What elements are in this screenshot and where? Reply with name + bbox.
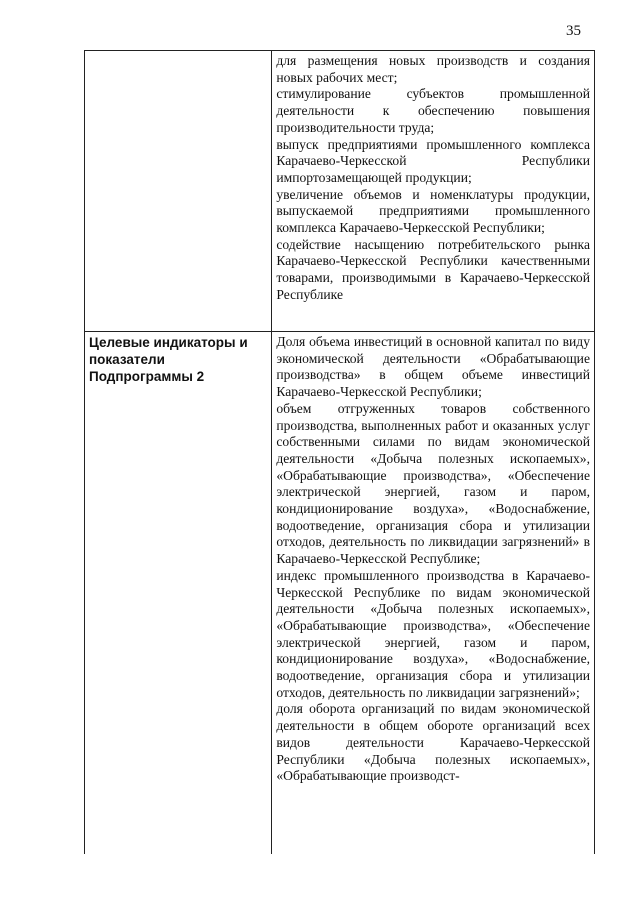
row-label: Целевые индикаторы и показатели Подпрограммы 2 <box>89 335 248 384</box>
paragraph: увеличение объемов и номенклатуры продукции, выпускаемой предприятиями промышленного комплекса Карачаево-Черкесской Республики; <box>276 186 590 236</box>
paragraph: для размещения новых производств и создания новых рабочих мест; <box>276 53 590 85</box>
row-label-cell <box>85 51 272 332</box>
paragraph: Доля объема инвестиций в основной капитал по виду экономической деятельности «Обрабатывающие производства» в общем объеме инвестиций Карачаево-Черкесской Республики; <box>276 334 590 400</box>
row-content <box>272 51 594 304</box>
page-number: 35 <box>566 23 581 39</box>
paragraph: объем отгруженных товаров собственного производства, выполненных работ и оказанных услуг собственными силами по видам экономической деятельности «Добыча полезных ископаемых», «Обрабатывающие производства», «Обеспечение электрической энергией, газом и паром, кондиционирование воздуха», «Водоснабжение, водоотведение, организация сбора и утилизации отходов, деятельность по ликвидации загрязнений» в Карачаево-Черкесской Республике; <box>276 400 590 567</box>
row-label <box>85 51 271 53</box>
paragraph: индекс промышленного производства в Карачаево-Черкесской Республике по видам экономической деятельности «Добыча полезных ископаемых», «Обрабатывающие производства», «Обеспечение электрической энергией, газом и паром, кондиционирование воздуха», «Водоснабжение, водоотведение, организация сбора и утилизации отходов, деятельность по ликвидации загрязнений»; <box>276 567 590 700</box>
paragraph: содействие насыщению потребительского рынка Карачаево-Черкесской Республики качественными товарами, производимыми в Карачаево-Черкесской Республике <box>276 236 590 302</box>
row-content-cell <box>272 51 595 332</box>
program-table <box>84 50 595 854</box>
table-row <box>85 332 595 855</box>
row-label-cell <box>85 332 272 855</box>
row-content <box>272 332 594 785</box>
row-content-cell <box>272 332 595 855</box>
paragraph: стимулирование субъектов промышленной деятельности к обеспечению повышения производительности труда; <box>276 86 590 135</box>
paragraph: выпуск предприятиями промышленного комплекса Карачаево-Черкесской Республики импортозамещающей продукции; <box>276 136 590 185</box>
paragraph: доля оборота организаций по видам экономической деятельности в общем обороте организаций всех видов деятельности Карачаево-Черкесской Республики «Добыча полезных ископаемых», «Обрабатывающие производст- <box>276 701 590 784</box>
table-row <box>85 51 595 332</box>
